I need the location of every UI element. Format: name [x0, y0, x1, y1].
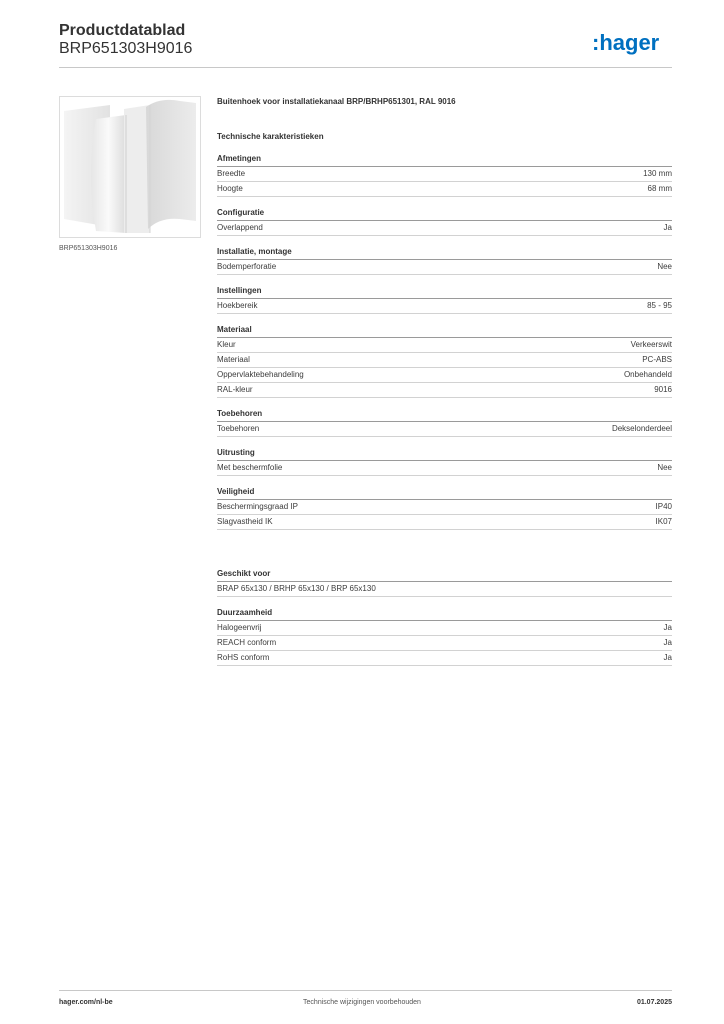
- row-label: Materiaal: [217, 355, 250, 364]
- row-label: Overlappend: [217, 223, 263, 232]
- row-label: BRAP 65x130 / BRHP 65x130 / BRP 65x130: [217, 584, 376, 593]
- row-value: 85 - 95: [647, 301, 672, 310]
- footer-rule: [59, 990, 672, 991]
- row-label: Oppervlaktebehandeling: [217, 370, 304, 379]
- footer-date: 01.07.2025: [636, 999, 672, 1006]
- row-value: Dekselonderdeel: [611, 424, 672, 433]
- hager-logo: [592, 28, 672, 58]
- row-value: 130 mm: [643, 169, 672, 178]
- document-subtitle: BRP651303H9016: [59, 40, 193, 57]
- section-dimensions: [217, 143, 672, 197]
- section-equipment: [217, 437, 672, 476]
- row-value: IK07: [655, 517, 672, 526]
- section-installation: [217, 236, 672, 275]
- spec-content: [217, 96, 672, 666]
- row-value: Ja: [663, 623, 672, 632]
- section-title: Instellingen: [217, 275, 672, 299]
- row-label: Kleur: [217, 340, 236, 349]
- row-label: RAL-kleur: [217, 385, 253, 394]
- section-title: Veiligheid: [217, 476, 672, 500]
- hager-logo-text: :hager: [592, 30, 660, 55]
- section-title: Uitrusting: [217, 437, 672, 461]
- row-label: Beschermingsgraad IP: [217, 502, 298, 511]
- section-configuration: [217, 197, 672, 236]
- row-value: Onbehandeld: [623, 370, 672, 379]
- row-label: Met beschermfolie: [217, 463, 283, 472]
- table-row: [217, 338, 672, 353]
- section-material: [217, 314, 672, 398]
- section-title: Installatie, montage: [217, 236, 672, 260]
- table-row: [217, 368, 672, 383]
- section-settings: [217, 275, 672, 314]
- row-label: Toebehoren: [217, 424, 260, 433]
- row-label: Bodemperforatie: [217, 262, 277, 271]
- row-value: PC-ABS: [642, 355, 672, 364]
- table-row: [217, 182, 672, 197]
- row-value: 9016: [654, 385, 672, 394]
- row-value: 68 mm: [647, 184, 672, 193]
- footer-disclaimer: Technische wijzigingen voorbehouden: [303, 999, 421, 1006]
- table-row: [217, 651, 672, 666]
- row-value: Ja: [663, 653, 672, 662]
- section-title: Duurzaamheid: [217, 597, 672, 621]
- footer-website-link[interactable]: hager.com/nl-be: [59, 999, 113, 1006]
- section-suitable-for: [217, 558, 672, 597]
- header-rule: [59, 67, 672, 68]
- row-value: Ja: [663, 223, 672, 232]
- table-row: [217, 299, 672, 314]
- image-caption: BRP651303H9016: [59, 245, 118, 252]
- row-label: Hoogte: [217, 184, 243, 193]
- table-row: [217, 221, 672, 236]
- table-row: [217, 461, 672, 476]
- table-row: [217, 422, 672, 437]
- section-safety: [217, 476, 672, 530]
- table-row: [217, 383, 672, 398]
- section-title: Configuratie: [217, 197, 672, 221]
- section-sustainability: [217, 597, 672, 666]
- section-spacer: [217, 530, 672, 558]
- row-label: Breedte: [217, 169, 246, 178]
- section-title: Materiaal: [217, 314, 672, 338]
- table-row: [217, 636, 672, 651]
- row-label: REACH conform: [217, 638, 277, 647]
- table-row: [217, 260, 672, 275]
- table-row: [217, 515, 672, 530]
- document-title: Productdatablad: [59, 22, 186, 39]
- table-row: [217, 500, 672, 515]
- row-label: Slagvastheid IK: [217, 517, 273, 526]
- section-title: Afmetingen: [217, 143, 672, 167]
- row-value: IP40: [655, 502, 672, 511]
- table-row: [217, 621, 672, 636]
- table-row: [217, 353, 672, 368]
- row-value: Nee: [657, 262, 672, 271]
- section-title: Toebehoren: [217, 398, 672, 422]
- table-row: [217, 582, 672, 597]
- table-row: [217, 167, 672, 182]
- section-accessories: [217, 398, 672, 437]
- product-image: [59, 96, 201, 238]
- corner-duct-icon: [60, 97, 200, 237]
- product-description: Buitenhoek voor installatiekanaal BRP/BRHP651301, RAL 9016: [217, 97, 456, 106]
- section-title: Geschikt voor: [217, 558, 672, 582]
- row-value: Nee: [657, 463, 672, 472]
- row-value: Verkeerswit: [630, 340, 672, 349]
- row-label: RoHS conform: [217, 653, 270, 662]
- tech-title: Technische karakteristieken: [217, 132, 324, 141]
- row-value: Ja: [663, 638, 672, 647]
- row-label: Hoekbereik: [217, 301, 258, 310]
- row-label: Halogeenvrij: [217, 623, 262, 632]
